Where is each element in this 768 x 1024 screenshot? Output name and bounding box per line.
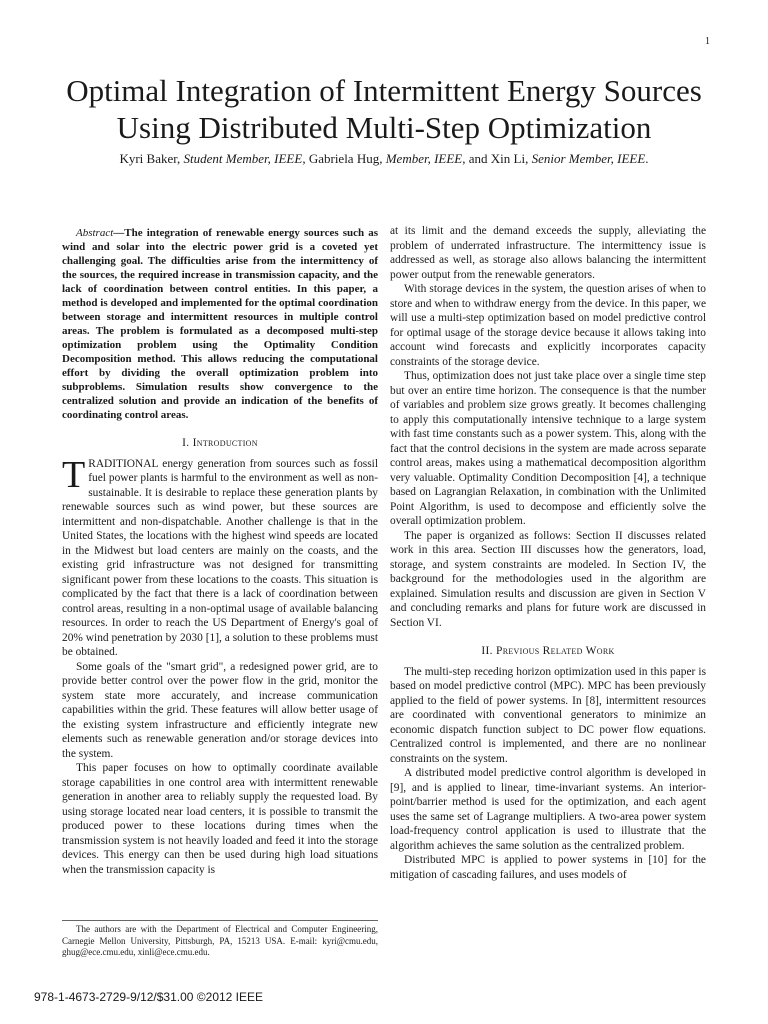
intro-paragraph-5: With storage devices in the system, the question arises of when to store and when to withdraw energy from the device. In this paper, we will use a multi-step optimization based on model predictive control for optimal usage of the storage device because it allows taking into account wind forecasts and explicitly incorporates capacity constraints of the storage device. <box>390 283 706 368</box>
author-1-role: Student Member, IEEE <box>183 151 303 166</box>
related-paragraph-1: The multi-step receding horizon optimization used in this paper is based on model predictive control (MPC). MPC has been previously applied to the field of power systems. In [8], intermittent resources are coordinated with conventional generators to minimize an economic dispatch function subject to DC power flow equations. Centralized control is implemented, and there are no nonlinear constraints on the system. <box>390 665 706 765</box>
author-2-name: , Gabriela Hug, <box>302 151 386 166</box>
related-paragraph-3: Distributed MPC is applied to power systems in [10] for the mitigation of cascading failures, and uses models of <box>390 854 706 881</box>
author-2-role: Member, IEEE <box>385 151 463 166</box>
left-column <box>62 226 378 877</box>
intro-paragraph-4: at its limit and the demand exceeds the supply, alleviating the problem of underrated infrastructure. The intermittency issue is addressed as well, as storage also allows balancing the intermittent power output from the renewable generators. <box>390 225 706 281</box>
right-column <box>390 224 706 882</box>
intro-paragraph-7: The paper is organized as follows: Section II discusses related work in this area. Section III discusses how the generators, load, storage, and system constraints are modeled. In Section IV, the background for the methodologies used in the algorithm are explained. Simulation results and discussion are given in Section V and concluding remarks and plans for future work are discussed in Section VI. <box>390 529 706 629</box>
section-1-heading: I. Introduction <box>182 437 258 449</box>
intro-paragraph-1 <box>62 453 378 660</box>
author-1-name: Kyri Baker, <box>119 151 184 166</box>
abstract-text: —The integration of renewable energy sources such as wind and solar into the electric power grid is a coveted yet challenging goal. The difficulties arise from the intermittency of the sources, the required increase in transmission capacity, and the lack of coordination between control entities. In this paper, a method is developed and implemented for the optimal coordination between storage and intermittent resources in multiple control areas. The problem is formulated as a decomposed multi-step optimization problem using the Optimality Condition Decomposition method. This allows reducing the computational effort by dividing the overall optimization problem into subproblems. Simulation results show convergence to the centralized solution and provide an indication of the benefits of coordinating control areas. <box>62 227 378 421</box>
abstract-label: Abstract <box>76 227 114 239</box>
page-number: 1 <box>705 36 710 47</box>
isbn-copyright: 978-1-4673-2729-9/12/$31.00 ©2012 IEEE <box>34 990 264 1004</box>
intro-paragraph-1-text: RADITIONAL energy generation from sources such as fossil fuel power plants is harmful to the environment as well as non-sustainable. It is desirable to replace these generation plants by renewable sources such as wind power, but these sources are intermittent and non-dispatchable. Another challenge is that in the United States, the locations with the highest wind speeds are located in the Midwest but load centers are mainly on the coasts, and the existing grid infrastructure was not designed for transmitting significant power from these locations to the coasts. This situation is complicated by the fact that there is a lack of coordination between control areas, resulting in a non-optimal usage of available balancing resources. In order to reach the US Department of Energy's goal of 20% wind penetration by 2030 [1], a solution to these problems must be obtained. <box>62 457 378 658</box>
author-line-end: . <box>645 151 649 166</box>
intro-paragraph-3: This paper focuses on how to optimally coordinate available storage capabilities in one control area with intermittent renewable generation in another area to reliably supply the requested load. By using storage located near load centers, it is possible to transmit the produced power to these locations during times when the transmission system is not heavily loaded and feed it into the storage devices. This energy can then be used during high load situations when the transmission capacity is <box>62 762 378 876</box>
drop-cap: T <box>62 453 86 496</box>
author-line <box>40 151 728 167</box>
section-2-heading: II. Previous Related Work <box>481 645 615 657</box>
intro-paragraph-2: Some goals of the "smart grid", a redesigned power grid, are to provide better control over the power flow in the grid, monitor the system state more accurately, and increase communication capabilities within the grid. These features will allow better usage of the existing system infrastructure and efficiently integrate new elements such as renewable generation and/or storage devices into the system. <box>62 660 378 760</box>
abstract <box>62 226 378 422</box>
related-paragraph-2: A distributed model predictive control algorithm is developed in [9], and is applied to linear, time-invariant systems. An interior-point/barrier method is used for the optimization, and each agent uses the same set of Lagrange multipliers. A two-area power system load-frequency control application is used to illustrate that the algorithm achieves the same solution as the centralized problem. <box>390 767 706 852</box>
author-affiliation-footnote: The authors are with the Department of Electrical and Computer Engineering, Carnegie Mellon University, Pittsburgh, PA, 15213 USA. E-mail: kyri@cmu.edu, ghug@ece.cmu.edu, xinli@ece.cmu.edu. <box>62 920 378 959</box>
title-line-1: Optimal Integration of Intermittent Energy Sources <box>66 73 702 108</box>
author-3-name: , and Xin Li, <box>462 151 532 166</box>
author-3-role: Senior Member, IEEE <box>531 151 646 166</box>
paper-title <box>40 72 728 146</box>
title-line-2: Using Distributed Multi-Step Optimization <box>116 110 652 145</box>
intro-paragraph-6: Thus, optimization does not just take place over a single time step but over an entire time horizon. The consequence is that the number of variables and problem size grows greatly. It becomes challenging to apply this computationally intensive technique to a large system with fast time constants such as a power system. This, along with the fact that the control decisions in the system are made across separate control areas, makes using a mathematical decomposition algorithm very valuable. Optimality Condition Decomposition [4], a technique based on Lagrangian Relaxation, in combination with the Unlimited Point Algorithm, is used to decompose and efficiently solve the overall optimization problem. <box>390 370 706 527</box>
